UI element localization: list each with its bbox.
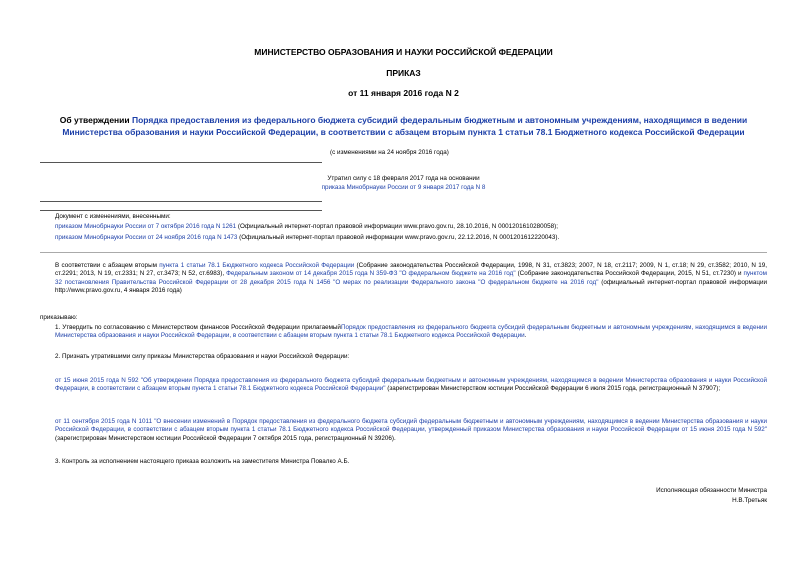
divider (40, 201, 322, 202)
repealed-order-2: от 11 сентября 2015 года N 1011 "О внесении изменений в Порядок предоставления из федерального бюджета субсидий федеральным бюджетным и автономным учреждениям, находящимся в ведении Министерства образования и науки Российской Федерации, в соответствии с абзацем вторым пункта 1 статьи 78.1 Бюджетного кодекса Российской Федерации, утвержденный приказом Министерства образования и науки Российской Федерации от 15 июня 2015 года N 592" (зарегистрирован Министерством юстиции Российской Федерации 7 октября 2015 года, регистрационный N 39206). (55, 418, 767, 442)
preamble-paragraph: В соответствии с абзацем вторым пункта 1 статьи 78.1 Бюджетного кодекса Российской Федерации (Собрание законодательства Российской Федерации, 1998, N 31, ст.3823; 2007, N 18, ст.2117; 2009, N 1, ст.18; N 29, ст.3582; 2010, N 19, ст.2291; 2013, N 19, ст.2331; N 27, ст.3473; N 52, ст.6983), Федеральным законом от 14 декабря 2015 года N 359-ФЗ "О федеральном бюджете на 2016 год" (Собрание законодательства Российской Федерации, 2015, N 51, ст.7230) и пунктом 32 постановления Правительства Российской Федерации от 28 декабря 2015 года N 1456 "О мерах по реализации Федерального закона "О федеральном бюджете на 2016 год" (официальный интернет-портал правовой информации http://www.pravo.gov.ru, 4 января 2016 года) (55, 262, 767, 295)
change-item: приказом Минобрнауки России от 24 ноября 2016 года N 1473 (Официальный интернет-портал правовой информации www.pravo.gov.ru, 22.12.2016, N 0001201612220043). (55, 234, 560, 241)
item-1: 1. Утвердить по согласованию с Министерством финансов Российской Федерации прилагаемыйПорядок предоставления из федерального бюджета субсидий федеральным бюджетным и автономным учреждениям, находящимся в ведении Министерства образования и науки Российской Федерации, в соответствии с абзацем вторым пункта 1 статьи 78.1 Бюджетного кодекса Российской Федерации. (55, 324, 767, 340)
doc-type-heading: ПРИКАЗ (386, 68, 421, 78)
change-link[interactable]: приказом Минобрнауки России от 24 ноября 2016 года N 1473 (55, 234, 238, 241)
item-3: 3. Контроль за исполнением настоящего приказа возложить на заместителя Министра Повалко А.Б. (55, 458, 350, 465)
divider (40, 252, 767, 253)
government-decree-link[interactable]: пунктом 32 постановления Правительства Российской Федерации от 28 декабря 2015 года N 1456 "О мерах по реализации Федерального закона "О федеральном бюджете на 2016 год" (55, 270, 767, 286)
doc-date: от 11 января 2016 года N 2 (348, 88, 459, 98)
document-title (40, 114, 767, 138)
divider (40, 210, 322, 211)
change-item: приказом Минобрнауки России от 7 октября 2016 года N 1261 (Официальный интернет-портал правовой информации www.pravo.gov.ru, 28.10.2016, N 0001201610280058); (55, 223, 558, 230)
signature-name: Н.В.Третьяк (732, 497, 767, 504)
signature-position: Исполняющая обязанности Министра (656, 487, 767, 494)
amend-note: (с изменениями на 24 ноября 2016 года) (330, 149, 449, 156)
ministry-heading: МИНИСТЕРСТВО ОБРАЗОВАНИЯ И НАУКИ РОССИЙСКОЙ ФЕДЕРАЦИИ (254, 47, 553, 57)
change-link[interactable]: приказом Минобрнауки России от 7 октября 2016 года N 1261 (55, 223, 237, 230)
repealed-order-1: от 15 июня 2015 года N 592 "Об утверждении Порядка предоставления из федерального бюджета субсидий федеральным бюджетным и автономным учреждениям, находящимся в ведении Министерства образования и науки Российской Федерации, в соответствии с абзацем вторым пункта 1 статьи 78.1 Бюджетного кодекса Российской Федерации" (зарегистрирован Министерством юстиции Российской Федерации 6 июля 2015 года, регистрационный N 37907); (55, 377, 767, 393)
budget-code-link[interactable]: пункта 1 статьи 78.1 Бюджетного кодекса Российской Федерации (159, 262, 355, 269)
expired-link[interactable]: приказа Минобрнауки России от 9 января 2017 года N 8 (321, 184, 486, 191)
title-prefix: Об утверждении (59, 115, 132, 125)
expired-line: Утратил силу с 18 февраля 2017 года на основании (327, 175, 480, 182)
order-1011-link[interactable]: от 11 сентября 2015 года N 1011 "О внесении изменений в Порядок предоставления из федерального бюджета субсидий федеральным бюджетным и автономным учреждениям, находящимся в ведении Министерства образования и науки Российской Федерации, в соответствии с абзацем вторым пункта 1 статьи 78.1 Бюджетного кодекса Российской Федерации, утвержденный приказом Министерства образования и науки Российской Федерации от 15 июня 2015 года N 592" (55, 418, 767, 434)
order-592-link[interactable]: от 15 июня 2015 года N 592 "Об утверждении Порядка предоставления из федерального бюджета субсидий федеральным бюджетным и автономным учреждениям, находящимся в ведении Министерства образования и науки Российской Федерации, в соответствии с абзацем вторым пункта 1 статьи 78.1 Бюджетного кодекса Российской Федерации" (55, 377, 767, 393)
procedure-link[interactable]: Порядок предоставления из федерального бюджета субсидий федеральным бюджетным и автономным учреждениям, находящимся в ведении Министерства образования и науки Российской Федерации, в соответствии с абзацем вторым пункта 1 статьи 78.1 Бюджетного кодекса Российской Федерации (55, 324, 767, 340)
changes-label: Документ с изменениями, внесенными: (55, 213, 171, 220)
item-2: 2. Признать утратившими силу приказы Министерства образования и науки Российской Федерации: (55, 353, 350, 360)
divider (40, 162, 322, 163)
order-word: приказываю: (40, 314, 78, 321)
title-link-procedure[interactable]: Порядка предоставления из федерального бюджета субсидий федеральным бюджетным и автономным учреждениям, находящимся в ведении Министерства образования и науки Российской Федерации, в соответствии с абзацем вторым пункта 1 статьи 78.1 Бюджетного кодекса Российской Федерации (62, 115, 748, 137)
federal-law-link[interactable]: Федеральным законом от 14 декабря 2015 года N 359-ФЗ "О федеральном бюджете на 2016 год" (226, 270, 516, 278)
